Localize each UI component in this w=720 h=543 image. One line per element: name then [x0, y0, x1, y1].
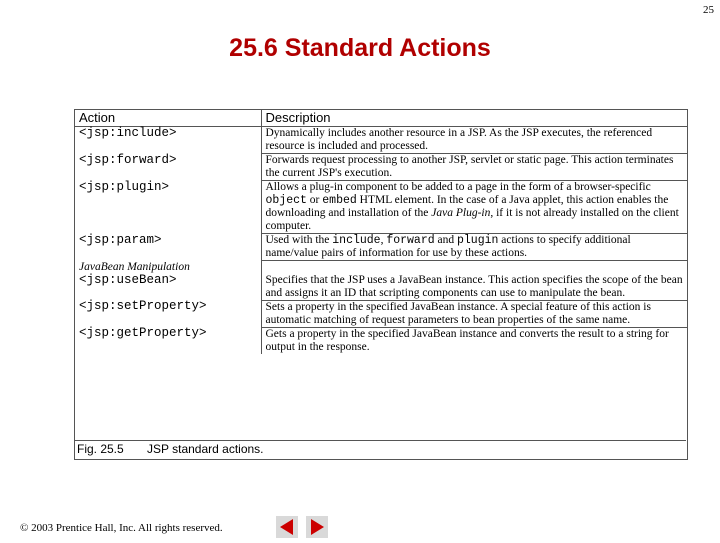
table-row	[75, 181, 687, 234]
prev-arrow-icon[interactable]	[276, 516, 298, 538]
desc-text: Allows a plug-in component to be added to a page in the form of a browser-specific	[265, 181, 651, 193]
table-row	[75, 154, 687, 181]
action-cell: <jsp:getProperty>	[75, 327, 261, 354]
desc-text: HTML element. In the case of a Java applet, this action enables the downloading and installation of the	[265, 194, 669, 219]
next-arrow-icon[interactable]	[306, 516, 328, 538]
code-plugin: plugin	[457, 234, 499, 247]
action-cell: <jsp:setProperty>	[75, 300, 261, 327]
description-cell	[261, 234, 687, 261]
description-cell: Forwards request processing to another JSP, servlet or static page. This action terminates the current JSP's execution.	[261, 154, 687, 181]
actions-table	[74, 109, 688, 460]
desc-text: Used with the	[265, 234, 333, 246]
action-cell: <jsp:useBean>	[75, 274, 261, 301]
table-row	[75, 234, 687, 261]
prev-arrow-icon-svg	[276, 516, 298, 538]
next-arrow-icon-svg	[306, 516, 328, 538]
desc-text: and	[434, 234, 457, 246]
table-row	[75, 127, 687, 154]
code-object: object	[265, 194, 307, 207]
desc-text: actions to specify additional name/value pairs of information for use by these actions.	[265, 234, 631, 259]
section-empty-cell	[261, 261, 687, 274]
section-row	[75, 261, 687, 274]
table-row	[75, 274, 687, 301]
page-number: 25	[703, 4, 714, 16]
figure-number: Fig. 25.5	[77, 442, 124, 456]
description-cell: Specifies that the JSP uses a JavaBean instance. This action specifies the scope of the bean and assigns it an ID that scripting components can use to manipulate the bean.	[261, 274, 687, 301]
copyright-notice: © 2003 Prentice Hall, Inc. All rights reserved.	[20, 522, 223, 534]
action-cell: <jsp:param>	[75, 234, 261, 261]
page-title: 25.6 Standard Actions	[229, 34, 491, 62]
section-label: JavaBean Manipulation	[75, 261, 261, 274]
header-action: Action	[75, 110, 261, 127]
description-cell: Sets a property in the specified JavaBean instance. A special feature of this action is automatic matching of request parameters to bean properties of the same name.	[261, 300, 687, 327]
code-forward: forward	[386, 234, 435, 247]
action-cell: <jsp:include>	[75, 127, 261, 154]
action-cell: <jsp:plugin>	[75, 181, 261, 234]
figure-caption-text: JSP standard actions.	[147, 442, 264, 456]
desc-text: or	[306, 194, 323, 206]
figure-caption	[74, 440, 686, 458]
header-description: Description	[261, 110, 687, 127]
desc-text: ,	[380, 234, 387, 246]
description-cell: Dynamically includes another resource in a JSP. As the JSP executes, the referenced resource is included and processed.	[261, 127, 687, 154]
description-cell	[261, 181, 687, 234]
emphasis-java-plugin: Java Plug-in	[431, 207, 491, 219]
description-cell: Gets a property in the specified JavaBean instance and converts the result to a string for output in the response.	[265, 327, 669, 353]
code-embed: embed	[322, 194, 357, 207]
action-cell: <jsp:forward>	[75, 154, 261, 181]
desc-text: , if it is not already installed on the client computer.	[265, 207, 679, 232]
table-row	[75, 300, 687, 327]
table-row	[75, 327, 687, 354]
code-include: include	[332, 234, 381, 247]
